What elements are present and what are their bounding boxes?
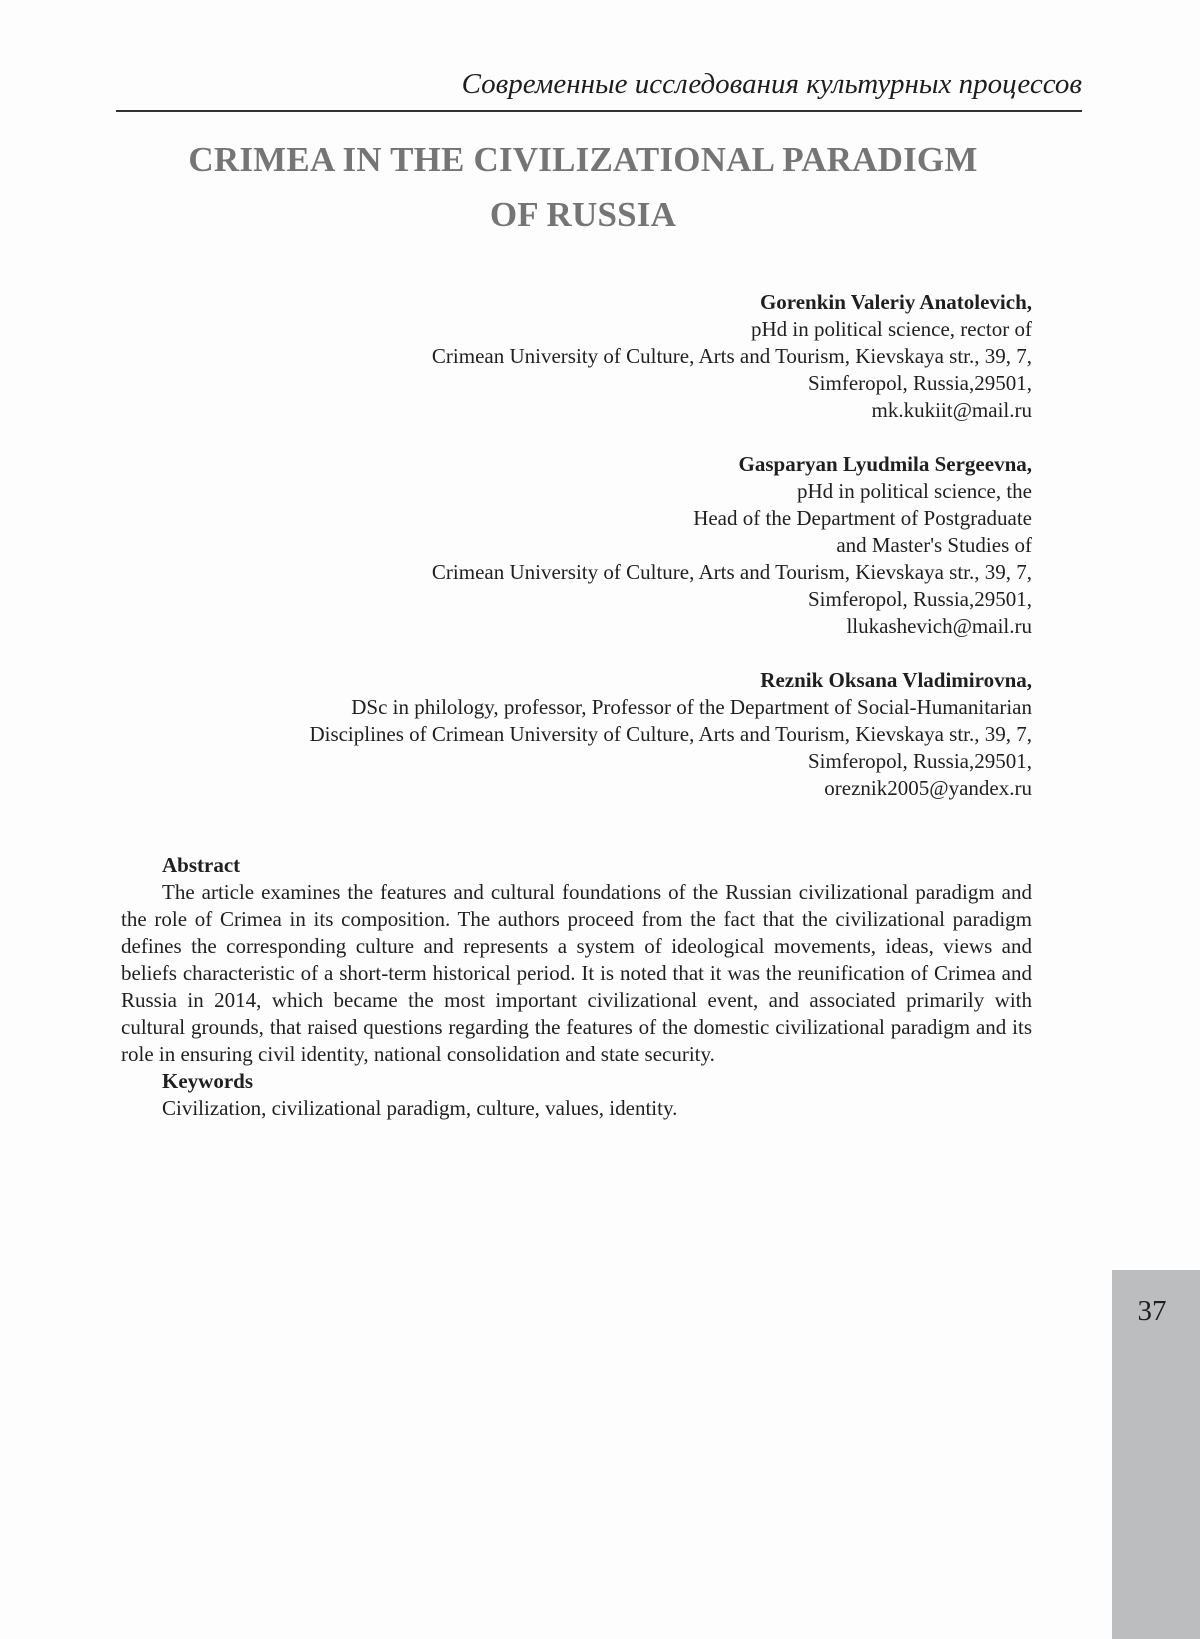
- page-number: 37: [1137, 1295, 1167, 1327]
- author-affiliation-line: Head of the Department of Postgraduate: [693, 506, 1032, 530]
- keywords-heading: Keywords: [162, 1069, 253, 1093]
- abstract-heading: Abstract: [162, 853, 241, 877]
- author-block-3: [160, 667, 1032, 802]
- abstract-section: [121, 852, 1032, 1122]
- author-affiliation-line: Disciplines of Crimean University of Culture, Arts and Tourism, Kievskaya str., 39, 7,: [309, 722, 1032, 746]
- author-affiliation-line: and Master's Studies of: [836, 533, 1032, 557]
- author-affiliation-line: Crimean University of Culture, Arts and Tourism, Kievskaya str., 39, 7,: [431, 344, 1032, 368]
- author-affiliation-line: DSc in philology, professor, Professor of the Department of Social-Humanitarian: [351, 695, 1032, 719]
- author-email: mk.kukiit@mail.ru: [871, 398, 1032, 422]
- author-block-1: [160, 289, 1032, 424]
- author-affiliation-line: Simferopol, Russia,29501,: [808, 749, 1032, 773]
- author-affiliation-line: Simferopol, Russia,29501,: [808, 371, 1032, 395]
- author-affiliation-line: pHd in political science, rector of: [750, 317, 1032, 341]
- article-title-line-1: CRIMEA IN THE CIVILIZATIONAL PARADIGM: [188, 140, 978, 179]
- author-email: oreznik2005@yandex.ru: [824, 776, 1032, 800]
- author-name: Gorenkin Valeriy Anatolevich,: [759, 290, 1032, 314]
- running-header: Современные исследования культурных процессов: [461, 68, 1082, 100]
- author-block-2: [160, 451, 1032, 640]
- author-affiliation-line: Crimean University of Culture, Arts and Tourism, Kievskaya str., 39, 7,: [431, 560, 1032, 584]
- article-title: [116, 132, 1050, 242]
- keywords-text: Civilization, civilizational paradigm, culture, values, identity.: [162, 1096, 678, 1120]
- abstract-text: The article examines the features and cultural foundations of the Russian civilizational paradigm and the role of Crimea in its composition. The authors proceed from the fact that the civilizational paradigm defines the corresponding culture and represents a system of ideological movements, ideas, views and beliefs characteristic of a short-term historical period. It is noted that it was the reunification of Crimea and Russia in 2014, which became the most important civilizational event, and associated primarily with cultural grounds, that raised questions regarding the features of the domestic civilizational paradigm and its role in ensuring civil identity, national consolidation and state security.: [121, 880, 1032, 1066]
- author-name: Gasparyan Lyudmila Sergeevna,: [738, 452, 1032, 476]
- author-affiliation-line: Simferopol, Russia,29501,: [808, 587, 1032, 611]
- header-rule: [116, 110, 1082, 112]
- author-name: Reznik Oksana Vladimirovna,: [760, 668, 1032, 692]
- author-affiliation-line: pHd in political science, the: [796, 479, 1032, 503]
- author-list: [160, 289, 1032, 829]
- author-email: llukashevich@mail.ru: [846, 614, 1032, 638]
- article-title-line-2: OF RUSSIA: [489, 195, 677, 234]
